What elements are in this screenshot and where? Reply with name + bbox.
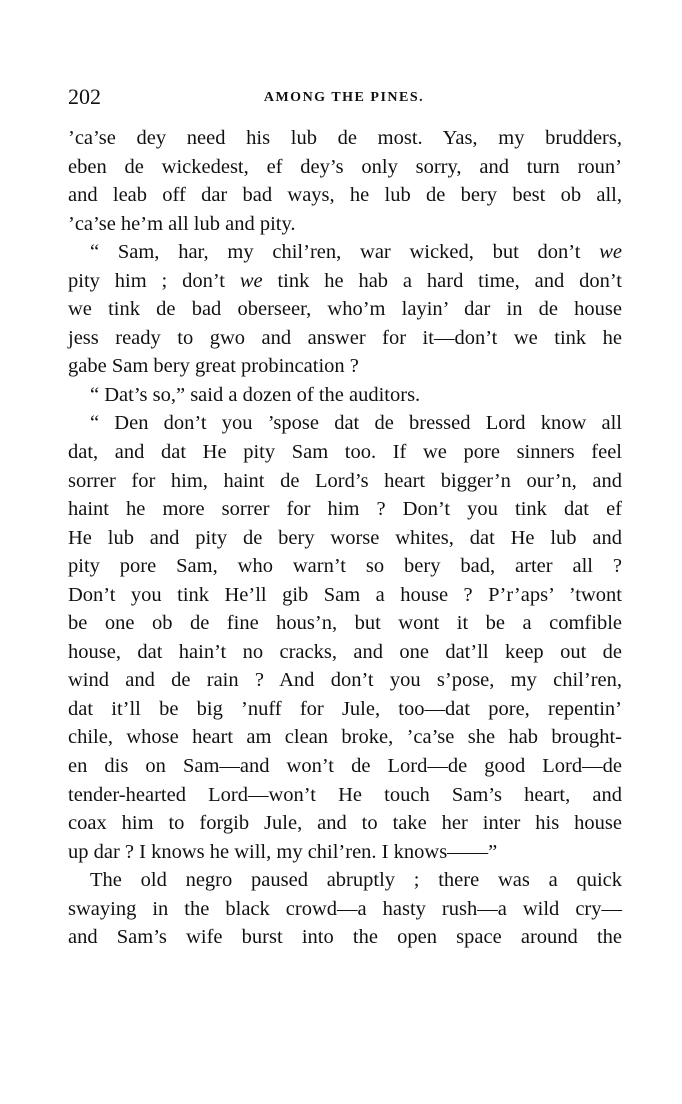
body-text [68, 124, 622, 952]
text-line: Don’t you tink He’ll gib Sam a house ? P’r’aps’ ’twont [68, 583, 622, 606]
text-line: we tink de bad oberseer, who’m layin’ dar in de house [68, 298, 622, 321]
text-line: eben de wickedest, ef dey’s only sorry, and turn roun’ [68, 155, 622, 178]
text-line: swaying in the black crowd—a hasty rush—a wild cry— [68, 897, 622, 920]
text-line: ’ca’se he’m all lub and pity. [68, 212, 296, 235]
text-line: house, dat hain’t no cracks, and one dat’ll keep out de [68, 640, 622, 663]
text-line: and Sam’s wife burst into the open space around the [68, 926, 622, 949]
text-line: and leab off dar bad ways, he lub de bery best ob all, [68, 184, 622, 207]
text-line: chile, whose heart am clean broke, ’ca’se she hab brought- [68, 726, 622, 749]
text-line: “ Dat’s so,” said a dozen of the auditors. [90, 383, 421, 406]
text-line: dat it’ll be big ’nuff for Jule, too—dat pore, repentin’ [68, 697, 622, 720]
text-line: gabe Sam bery great probincation ? [68, 355, 359, 378]
text-line: en dis on Sam—and won’t de Lord—de good Lord—de [68, 755, 622, 778]
page-header [68, 84, 620, 114]
text-line: dat, and dat He pity Sam too. If we pore sinners feel [68, 441, 622, 464]
text-line: sorrer for him, haint de Lord’s heart bigger’n our’n, and [68, 469, 622, 492]
page-number: 202 [68, 84, 101, 109]
text-line: pity him ; don’t we tink he hab a hard time, and don’t [68, 269, 622, 292]
text-line: haint he more sorrer for him ? Don’t you tink dat ef [68, 498, 622, 521]
running-head: AMONG THE PINES. [263, 90, 425, 105]
text-line: coax him to forgib Jule, and to take her inter his house [68, 812, 622, 835]
text-line: jess ready to gwo and answer for it—don’t we tink he [68, 326, 622, 349]
text-line: tender-hearted Lord—won’t He touch Sam’s heart, and [68, 783, 622, 806]
text-line: “ Den don’t you ’spose dat de bressed Lord know all [90, 412, 622, 435]
text-line: The old negro paused abruptly ; there was a quick [90, 869, 622, 892]
text-line: up dar ? I knows he will, my chil’ren. I knows——” [68, 840, 498, 863]
text-line: “ Sam, har, my chil’ren, war wicked, but don’t we [90, 241, 622, 264]
text-line: wind and de rain ? And don’t you s’pose, my chil’ren, [68, 669, 622, 692]
text-line: He lub and pity de bery worse whites, dat He lub and [68, 526, 622, 549]
text-line: ’ca’se dey need his lub de most. Yas, my brudders, [68, 127, 622, 149]
text-line: be one ob de fine hous’n, but wont it be a comfible [68, 612, 622, 635]
text-line: pity pore Sam, who warn’t so bery bad, arter all ? [68, 555, 622, 578]
